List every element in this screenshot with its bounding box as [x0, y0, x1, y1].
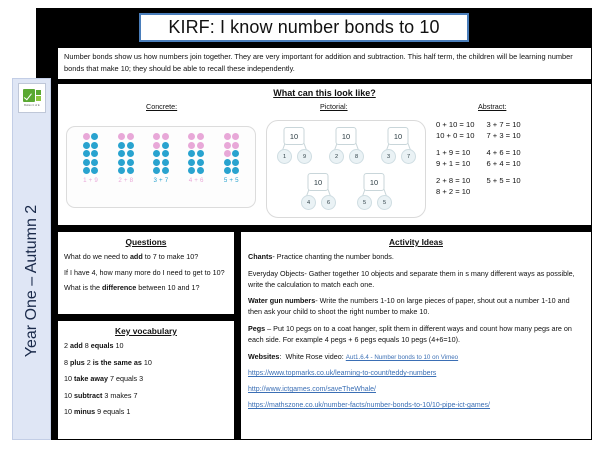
blue-dot-icon: [162, 167, 169, 174]
pink-dot-icon: [224, 133, 231, 140]
blue-dot-icon: [127, 159, 134, 166]
bond-part-right: 7: [401, 149, 416, 164]
column-headings: [58, 102, 591, 116]
sidebar: [12, 78, 51, 440]
website-links-list: [248, 369, 584, 411]
blue-dot-icon: [162, 159, 169, 166]
blue-dot-icon: [197, 150, 204, 157]
pink-dot-icon: [153, 142, 160, 149]
website-link-line: [248, 369, 584, 379]
blue-dot-icon: [91, 167, 98, 174]
ten-frame-group: [224, 133, 240, 184]
blue-dot-icon: [232, 150, 239, 157]
blue-dot-icon: [127, 167, 134, 174]
bond-part-right: 5: [377, 195, 392, 210]
ten-frame-group: [83, 133, 99, 184]
bond-part-left: 4: [301, 195, 316, 210]
equation: 6 + 4 = 10: [486, 158, 521, 168]
pink-dot-icon: [153, 133, 160, 140]
activities-list: [248, 252, 584, 346]
blue-dot-icon: [91, 133, 98, 140]
blue-dot-icon: [188, 150, 195, 157]
number-bond: [324, 127, 368, 167]
logo-squares: [36, 90, 41, 101]
question-item: What is the difference between 10 and 1?: [64, 283, 200, 292]
blue-dot-icon: [91, 159, 98, 166]
ten-frame-dots: [188, 133, 204, 174]
number-bond: [272, 127, 316, 167]
activities-panel: [240, 231, 592, 440]
blue-dot-icon: [153, 150, 160, 157]
number-bond: [352, 173, 396, 213]
pink-dot-icon: [162, 133, 169, 140]
pink-dot-icon: [197, 142, 204, 149]
blue-dot-icon: [188, 167, 195, 174]
equation-column-right: [486, 120, 520, 204]
pink-dot-icon: [83, 133, 90, 140]
abstract-equations: [436, 120, 588, 204]
bond-part-right: 6: [321, 195, 336, 210]
bond-whole: 10: [364, 173, 385, 191]
vocabulary-item: 2 add 8 equals 10: [64, 341, 124, 350]
pink-dot-icon: [127, 133, 134, 140]
equation-column-left: [436, 120, 474, 204]
column-heading-abstract: Abstract:: [478, 102, 507, 111]
website-link[interactable]: https://mathszone.co.uk/number-facts/number-bonds-to-10/10-pipe-ict-games/: [248, 402, 491, 410]
blue-dot-icon: [91, 150, 98, 157]
equation: 8 + 2 = 10: [436, 186, 471, 196]
logo-marks: [23, 89, 41, 102]
number-bond: [296, 173, 340, 213]
bond-row-top: [267, 121, 425, 167]
bond-part-right: 8: [349, 149, 364, 164]
equation: 3 + 7 = 10: [486, 120, 521, 129]
number-bond: [376, 127, 420, 167]
blue-dot-icon: [197, 159, 204, 166]
blue-dot-icon: [118, 142, 125, 149]
column-heading-concrete: Concrete:: [146, 102, 178, 111]
ten-frame-label: 1 + 9: [83, 177, 99, 185]
question-item: What do we need to add to 7 to make 10?: [64, 252, 199, 261]
bond-part-left: 2: [329, 149, 344, 164]
ten-frame-group: [188, 133, 204, 184]
blue-dot-icon: [118, 167, 125, 174]
activity-item: Water gun numbers- Write the numbers 1-10 on large pieces of paper, shout out a number 1-10 and then ask your child to shoot the right number to make 10.: [248, 296, 570, 317]
pink-dot-icon: [232, 133, 239, 140]
ten-frame-dots: [153, 133, 169, 174]
equation: 2 + 8 = 10: [436, 176, 471, 185]
pink-dot-icon: [232, 142, 239, 149]
sidebar-year-term-label: Year One – Autumn 2: [22, 204, 40, 357]
website-link[interactable]: https://www.topmarks.co.uk/learning-to-count/teddy-numbers: [248, 370, 437, 378]
websites-line: [248, 352, 584, 364]
blue-dot-icon: [224, 159, 231, 166]
blue-dot-icon: [188, 159, 195, 166]
equation: 1 + 9 = 10: [436, 148, 471, 157]
blue-dot-icon: [118, 159, 125, 166]
blue-dot-icon: [232, 159, 239, 166]
intro-text: Number bonds show us how numbers join together. They are very important for addition and subtraction. This half term, the children will be learning number bonds that make 10; they should be able to recall these independently.: [64, 52, 573, 73]
activity-item: Everyday Objects- Gather together 10 objects and separate them in s many different ways as possible, write the calculation to match each one.: [248, 268, 575, 289]
equation: 0 + 10 = 10: [436, 120, 475, 129]
ten-frame-label: 3 + 7: [153, 177, 169, 185]
equation: 7 + 3 = 10: [486, 130, 521, 140]
blue-dot-icon: [162, 142, 169, 149]
equation-group: [486, 148, 520, 169]
column-heading-pictorial: Pictorial:: [320, 102, 348, 111]
websites-label: Websites: [248, 351, 280, 361]
equation: 9 + 1 = 10: [436, 158, 471, 168]
vocabulary-item: 8 plus 2 is the same as 10: [64, 357, 152, 367]
vocabulary-list: [64, 341, 228, 417]
bond-row-bottom: [267, 167, 425, 213]
equation: 4 + 6 = 10: [486, 148, 521, 157]
blue-dot-icon: [224, 167, 231, 174]
questions-heading: Questions: [125, 237, 167, 247]
what-can-this-look-like-panel: [57, 83, 592, 226]
blue-dot-icon: [197, 167, 204, 174]
blue-dot-icon: [153, 159, 160, 166]
ten-frame-label: 5 + 5: [223, 177, 239, 185]
bond-whole: 10: [284, 127, 305, 145]
pink-dot-icon: [197, 133, 204, 140]
pink-dot-icon: [224, 142, 231, 149]
activity-item: Pegs – Put 10 pegs on to a coat hanger, split them in different ways and count how many pegs are on each side. For example 4 pegs + 6 pegs equals 10 pegs (4+6=10).: [248, 323, 572, 344]
equation-group: [486, 120, 520, 141]
bond-part-right: 9: [297, 149, 312, 164]
equation-group: [436, 120, 474, 141]
vocabulary-item: 10 minus 9 equals 1: [64, 407, 131, 416]
websites-colon: :: [279, 351, 286, 361]
websites-intro: White Rose video:: [285, 351, 344, 361]
logo-square-icon: [36, 96, 41, 101]
check-icon: [23, 89, 35, 102]
logo-square-icon: [36, 90, 41, 95]
equation-group: [436, 148, 474, 169]
activity-item: Chants- Practice chanting the number bonds.: [248, 252, 394, 261]
ten-frame-group: [118, 133, 134, 184]
vocabulary-heading: Key vocabulary: [115, 326, 177, 336]
blue-dot-icon: [83, 142, 90, 149]
blue-dot-icon: [162, 150, 169, 157]
ten-frame-label: 2 + 8: [118, 177, 134, 185]
concrete-ten-frames: [66, 126, 256, 208]
activities-heading: Activity Ideas: [389, 237, 443, 247]
bond-part-left: 1: [277, 149, 292, 164]
blue-dot-icon: [127, 142, 134, 149]
equation-group: [436, 176, 474, 197]
pink-dot-icon: [224, 150, 231, 157]
vocabulary-item: 10 subtract 3 makes 7: [64, 390, 138, 400]
bond-whole: 10: [308, 173, 329, 191]
equation: 10 + 0 = 10: [436, 130, 475, 140]
blue-dot-icon: [83, 167, 90, 174]
school-logo: [18, 83, 46, 113]
ten-frame-dots: [83, 133, 99, 174]
ten-frame-dots: [224, 133, 240, 174]
bond-whole: 10: [388, 127, 409, 145]
questions-panel: [57, 231, 235, 315]
look-panel-heading: What can this look like?: [273, 88, 376, 98]
bond-part-left: 3: [381, 149, 396, 164]
website-link[interactable]: http://www.ictgames.com/saveTheWhale/: [248, 386, 376, 394]
pink-dot-icon: [118, 133, 125, 140]
ten-frame-dots: [118, 133, 134, 174]
pictorial-number-bonds: [266, 120, 426, 218]
blue-dot-icon: [153, 167, 160, 174]
blue-dot-icon: [118, 150, 125, 157]
pink-dot-icon: [188, 133, 195, 140]
bond-whole: 10: [336, 127, 357, 145]
vocabulary-panel: [57, 320, 235, 440]
pink-dot-icon: [188, 142, 195, 149]
ten-frame-label: 4 + 6: [188, 177, 204, 185]
intro-panel: [57, 47, 592, 80]
page-title-box: [139, 13, 469, 42]
blue-dot-icon: [127, 150, 134, 157]
equation-group: [486, 176, 520, 187]
questions-list: [64, 252, 228, 294]
blue-dot-icon: [232, 167, 239, 174]
bond-part-left: 5: [357, 195, 372, 210]
logo-caption: Bolton C of E: [24, 103, 40, 107]
equation: 5 + 5 = 10: [486, 176, 521, 185]
vimeo-video-link[interactable]: Aut1.6.4 - Number bonds to 10 on Vimeo: [345, 353, 459, 361]
website-link-line: [248, 385, 584, 395]
blue-dot-icon: [83, 150, 90, 157]
blue-dot-icon: [83, 159, 90, 166]
question-item: If I have 4, how many more do I need to get to 10?: [64, 267, 225, 277]
page-title: KIRF: I know number bonds to 10: [168, 17, 440, 37]
blue-dot-icon: [91, 142, 98, 149]
ten-frame-group: [153, 133, 169, 184]
vocabulary-item: 10 take away 7 equals 3: [64, 374, 144, 383]
website-link-line: [248, 401, 584, 411]
